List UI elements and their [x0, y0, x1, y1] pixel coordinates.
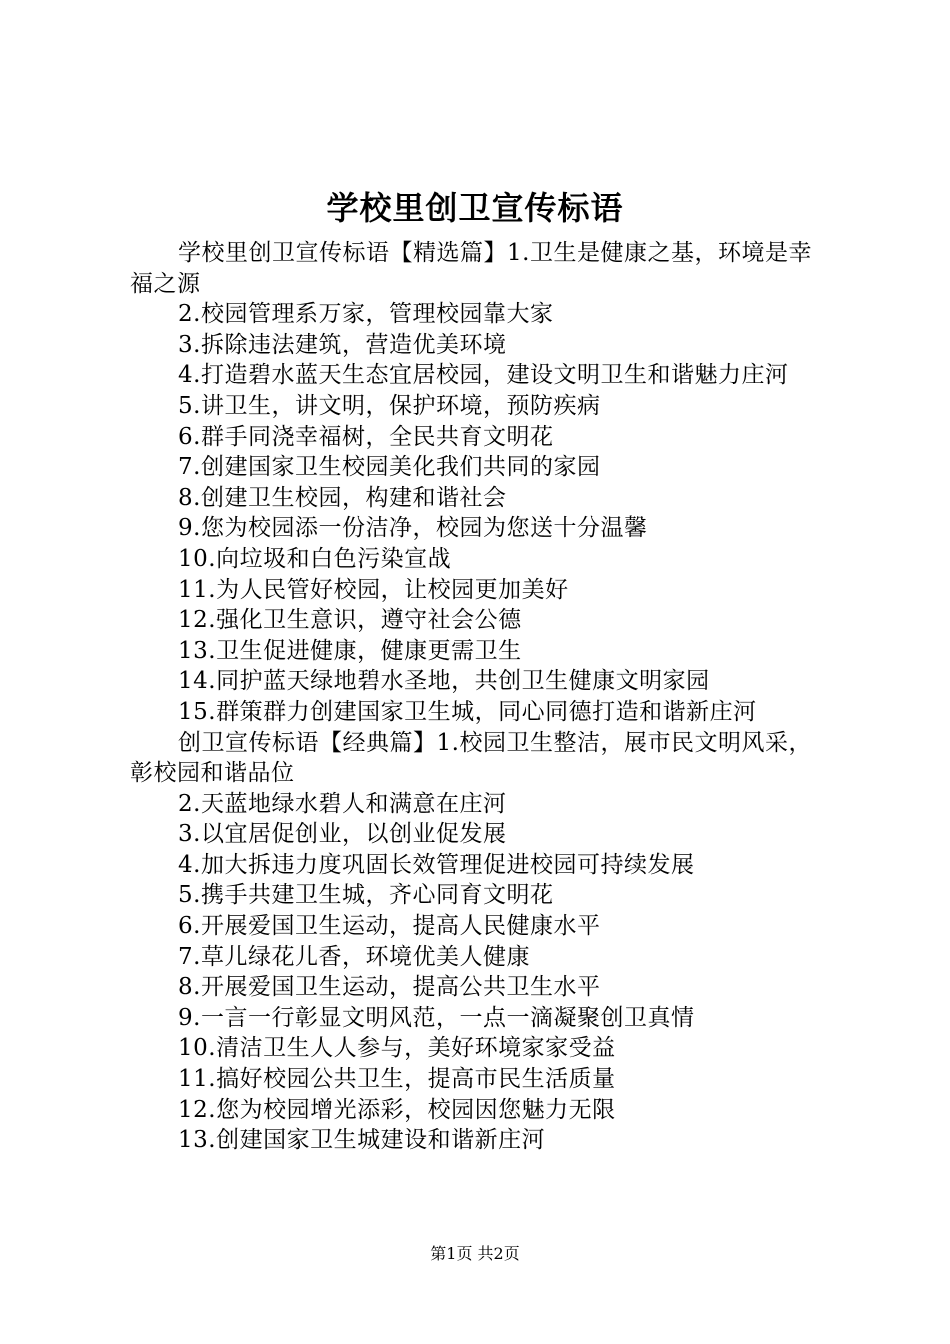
document-body	[130, 238, 830, 1156]
paragraph: 创卫宣传标语【经典篇】1.校园卫生整洁，展市民文明风采，彰校园和谐品位	[130, 729, 812, 787]
paragraph: 12.强化卫生意识，遵守社会公德	[178, 607, 522, 634]
paragraph: 2.天蓝地绿水碧人和满意在庄河	[178, 790, 507, 817]
paragraph: 9.您为校园添一份洁净，校园为您送十分温馨	[178, 515, 648, 542]
paragraph: 11.搞好校园公共卫生，提高市民生活质量	[178, 1066, 616, 1093]
paragraph: 8.开展爱国卫生运动，提高公共卫生水平	[178, 974, 601, 1001]
paragraph: 8.创建卫生校园，构建和谐社会	[178, 484, 507, 511]
paragraph: 11.为人民管好校园，让校园更加美好	[178, 576, 569, 603]
paragraph: 7.草儿绿花儿香，环境优美人健康	[178, 943, 530, 970]
paragraph: 3.拆除违法建筑，营造优美环境	[178, 331, 507, 358]
paragraph: 13.创建国家卫生城建设和谐新庄河	[178, 1127, 546, 1154]
paragraph: 2.校园管理系万家，管理校园靠大家	[178, 301, 554, 328]
page-footer: 第1页 共2页	[430, 1244, 520, 1263]
paragraph: 14.同护蓝天绿地碧水圣地，共创卫生健康文明家园	[178, 668, 710, 695]
paragraph: 5.讲卫生，讲文明，保护环境，预防疾病	[178, 392, 601, 419]
paragraph: 6.群手同浇幸福树，全民共育文明花	[178, 423, 554, 450]
paragraph: 10.清洁卫生人人参与，美好环境家家受益	[178, 1035, 616, 1062]
paragraph: 10.向垃圾和白色污染宣战	[178, 545, 452, 572]
paragraph: 5.携手共建卫生城，齐心同育文明花	[178, 882, 554, 909]
paragraph: 12.您为校园增光添彩，校园因您魅力无限	[178, 1096, 616, 1123]
paragraph: 15.群策群力创建国家卫生城，同心同德打造和谐新庄河	[178, 698, 757, 725]
paragraph: 学校里创卫宣传标语【精选篇】1.卫生是健康之基，环境是幸福之源	[130, 240, 812, 297]
paragraph: 7.创建国家卫生校园美化我们共同的家园	[178, 454, 601, 481]
paragraph: 3.以宜居促创业，以创业促发展	[178, 821, 507, 848]
paragraph: 9.一言一行彰显文明风范，一点一滴凝聚创卫真情	[178, 1004, 695, 1031]
paragraph: 13.卫生促进健康，健康更需卫生	[178, 637, 522, 664]
paragraph: 4.加大拆违力度巩固长效管理促进校园可持续发展	[178, 851, 695, 878]
document-title: 学校里创卫宣传标语	[326, 189, 624, 227]
paragraph: 4.打造碧水蓝天生态宜居校园，建设文明卫生和谐魅力庄河	[178, 362, 789, 389]
paragraph: 6.开展爱国卫生运动，提高人民健康水平	[178, 913, 601, 940]
